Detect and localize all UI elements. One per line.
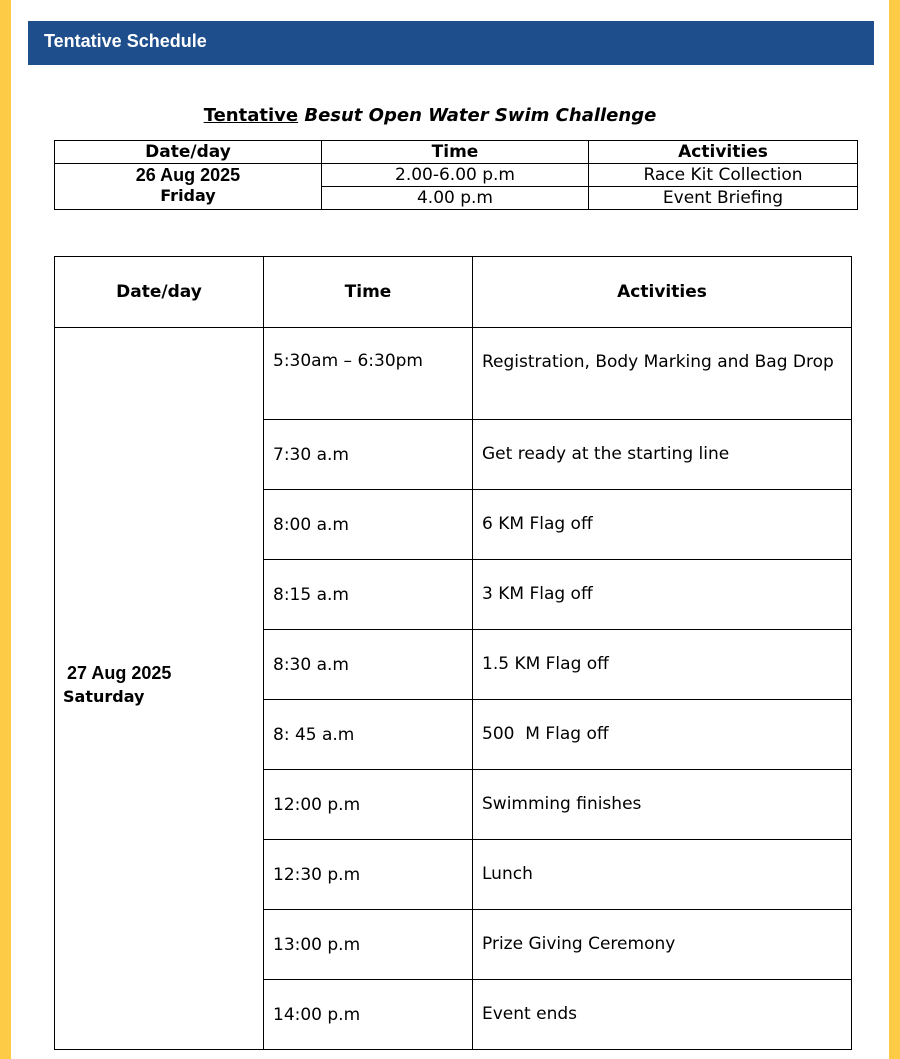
table-header-row <box>55 141 858 164</box>
table-row <box>55 164 858 187</box>
activity-cell: Swimming finishes <box>473 770 852 840</box>
time-cell: 7:30 a.m <box>264 420 473 490</box>
activity-cell: Event ends <box>473 980 852 1050</box>
date-day-cell <box>55 328 264 1050</box>
column-header-date-day: Date/day <box>55 257 264 328</box>
time-cell: 8: 45 a.m <box>264 700 473 770</box>
activity-cell: 500 M Flag off <box>473 700 852 770</box>
time-cell: 5:30am – 6:30pm <box>264 328 473 420</box>
activity-cell: 3 KM Flag off <box>473 560 852 630</box>
time-cell: 12:00 p.m <box>264 770 473 840</box>
activity-cell: Lunch <box>473 840 852 910</box>
date-text: 27 Aug 2025 <box>67 663 172 683</box>
column-header-activities: Activities <box>589 141 858 164</box>
time-cell: 8:15 a.m <box>264 560 473 630</box>
date-day-cell <box>55 164 322 210</box>
friday-schedule-table <box>54 140 858 210</box>
document-title-underlined: Tentative <box>203 105 299 126</box>
time-cell: 14:00 p.m <box>264 980 473 1050</box>
time-cell: 8:00 a.m <box>264 490 473 560</box>
time-cell: 12:30 p.m <box>264 840 473 910</box>
column-header-time: Time <box>264 257 473 328</box>
activity-cell: 6 KM Flag off <box>473 490 852 560</box>
day-text: Saturday <box>63 687 145 706</box>
time-cell: 2.00-6.00 p.m <box>322 164 589 187</box>
activity-cell: Event Briefing <box>589 187 858 210</box>
date-text: 26 Aug 2025 <box>135 165 241 185</box>
activity-cell: Race Kit Collection <box>589 164 858 187</box>
time-cell: 13:00 p.m <box>264 910 473 980</box>
time-cell: 4.00 p.m <box>322 187 589 210</box>
section-header <box>28 21 874 65</box>
column-header-time: Time <box>322 141 589 164</box>
activity-cell: 1.5 KM Flag off <box>473 630 852 700</box>
document-title-rest: Besut Open Water Swim Challenge <box>298 105 657 126</box>
document-title <box>0 105 860 126</box>
section-header-title: Tentative Schedule <box>44 31 207 51</box>
table-header-row <box>55 257 852 328</box>
activity-cell: Prize Giving Ceremony <box>473 910 852 980</box>
time-cell: 8:30 a.m <box>264 630 473 700</box>
day-text: Friday <box>160 186 216 205</box>
table-row <box>55 328 852 420</box>
activity-cell: Registration, Body Marking and Bag Drop <box>473 328 852 420</box>
saturday-schedule-table <box>54 256 852 1050</box>
column-header-date-day: Date/day <box>55 141 322 164</box>
column-header-activities: Activities <box>473 257 852 328</box>
right-edge-stripe <box>889 0 900 1059</box>
activity-cell: Get ready at the starting line <box>473 420 852 490</box>
left-edge-stripe <box>0 0 11 1059</box>
